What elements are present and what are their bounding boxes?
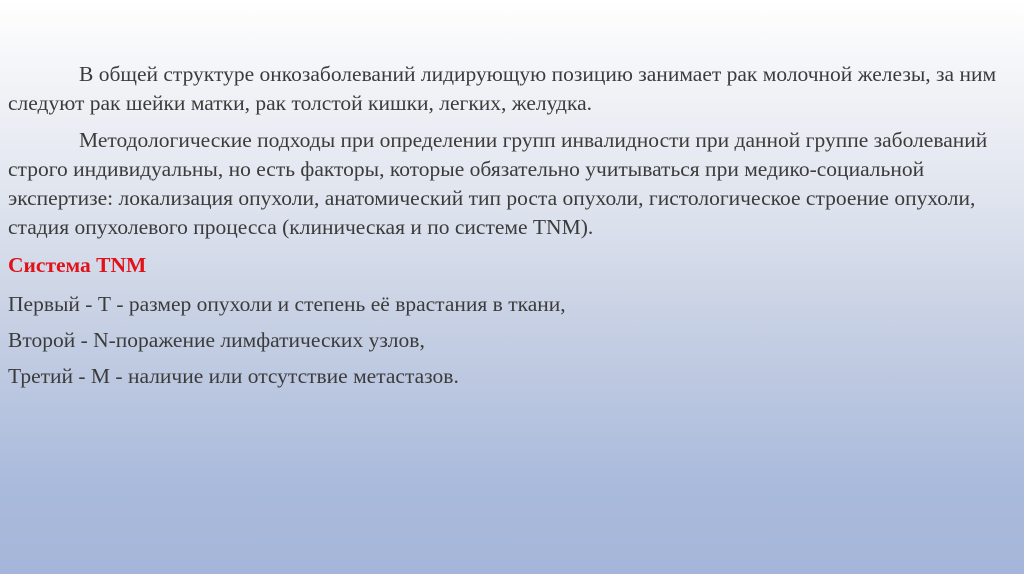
tnm-heading: Система TNM [8, 253, 147, 277]
tnm-item-t: Первый - Т - размер опухоли и степень её врастания в ткани, [8, 292, 566, 316]
paragraph-cancer-structure: В общей структуре онкозаболеваний лидирующую позицию занимает рак молочной железы, за ним следуют рак шейки матки, рак толстой кишки, легких, желудка. [8, 62, 997, 115]
paragraph-methodology: Методологические подходы при определении групп инвалидности при данной группе заболеваний строго индивидуальны, но есть факторы, которые обязательно учитываться при медико-социальной экспертизе: локализация опухоли, анатомический тип роста опухоли, гистологическое строение опухоли, стадия опухолевого процесса (клиническая и по системе TNM). [8, 128, 988, 239]
slide-content [8, 60, 1008, 398]
tnm-item-n: Второй - N-поражение лимфатических узлов, [8, 328, 425, 352]
tnm-item-m: Третий - М - наличие или отсутствие метастазов. [8, 364, 459, 388]
